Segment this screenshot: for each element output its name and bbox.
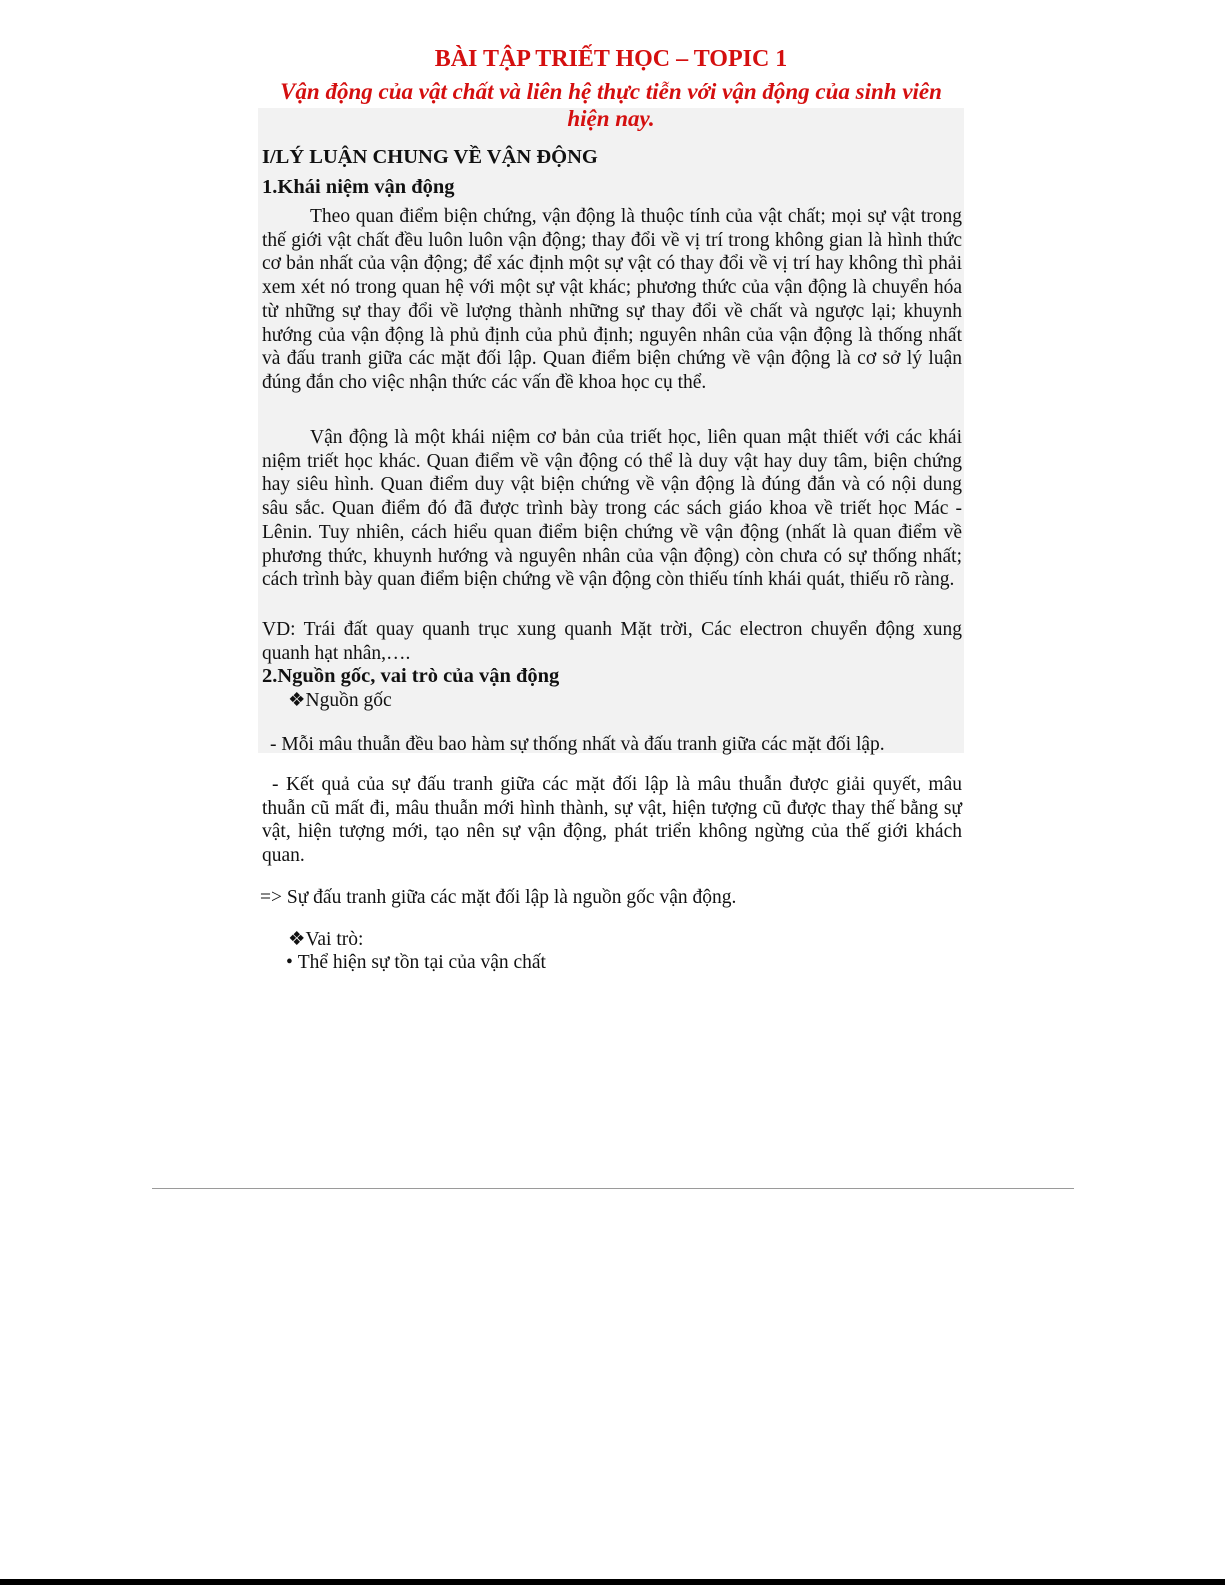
document-title: BÀI TẬP TRIẾT HỌC – TOPIC 1: [434, 46, 788, 72]
paragraph-example: VD: Trái đất quay quanh trục xung quanh Mặt trời, Các electron chuyển động xung quanh hạt nhân,….: [262, 619, 962, 664]
bottom-edge-bar: [0, 1579, 1225, 1585]
document-subtitle: Vận động của vật chất và liên hệ thực tiễn với vận động của sinh viên hiện nay.: [280, 79, 942, 131]
role-bullet-text: Thể hiện sự tồn tại của vận chất: [297, 952, 546, 973]
origin-point-1: - Mỗi mâu thuẫn đều bao hàm sự thống nhất và đấu tranh giữa các mặt đối lập.: [270, 734, 885, 755]
section-heading-1: I/LÝ LUẬN CHUNG VỀ VẬN ĐỘNG: [262, 146, 598, 168]
role-bullet-item: [286, 951, 546, 975]
role-label: ❖Vai trò:: [288, 929, 364, 950]
subsection-heading-concept: 1.Khái niệm vận động: [262, 176, 455, 198]
origin-point-2: - Kết quả của sự đấu tranh giữa các mặt đối lập là mâu thuẫn được giải quyết, mâu thuẫn cũ mất đi, mâu thuẫn mới hình thành, sự vật, hiện tượng cũ được thay thế bằng sự vật, hiện tượng mới, tạo nên sự vận động, phát triển không ngừng của thế giới khách quan.: [262, 774, 962, 867]
subsection-heading-origin-role: 2.Nguồn gốc, vai trò của vận động: [262, 665, 560, 687]
origin-conclusion: => Sự đấu tranh giữa các mặt đối lập là nguồn gốc vận động.: [260, 887, 737, 908]
page-divider: [152, 1188, 1074, 1189]
paragraph-concept-2: Vận động là một khái niệm cơ bản của triết học, liên quan mật thiết với các khái niệm triết học khác. Quan điểm về vận động có thể là duy vật hay duy tâm, biện chứng hay siêu hình. Quan điểm duy vật biện chứng về vận động là đúng đắn và có nội dung sâu sắc. Quan điểm đó đã được trình bày trong các sách giáo khoa về triết học Mác - Lênin. Tuy nhiên, cách hiểu quan điểm biện chứng về vận động (nhất là quan điểm về phương thức, khuynh hướng và nguyên nhân của vận động) còn chưa có sự thống nhất; cách trình bày quan điểm biện chứng về vận động còn thiếu tính khái quát, thiếu rõ ràng.: [262, 427, 962, 591]
origin-label: ❖Nguồn gốc: [288, 690, 392, 711]
bullet-icon: •: [286, 952, 298, 973]
paragraph-concept-1: Theo quan điểm biện chứng, vận động là thuộc tính của vật chất; mọi sự vật trong thế giới vật chất đều luôn luôn vận động; thay đổi về vị trí trong không gian là hình thức cơ bản nhất của vận động; để xác định một sự vật có thay đổi về vị trí hay không thì phải xem xét nó trong quan hệ với một sự vật khác; phương thức của vận động là chuyển hóa từ những sự thay đổi về lượng thành những sự thay đổi về chất và ngược lại; khuynh hướng của vận động là phủ định của phủ định; nguyên nhân của vận động là thống nhất và đấu tranh giữa các mặt đối lập. Quan điểm biện chứng về vận động là cơ sở lý luận đúng đắn cho việc nhận thức các vấn đề khoa học cụ thể.: [262, 206, 962, 393]
